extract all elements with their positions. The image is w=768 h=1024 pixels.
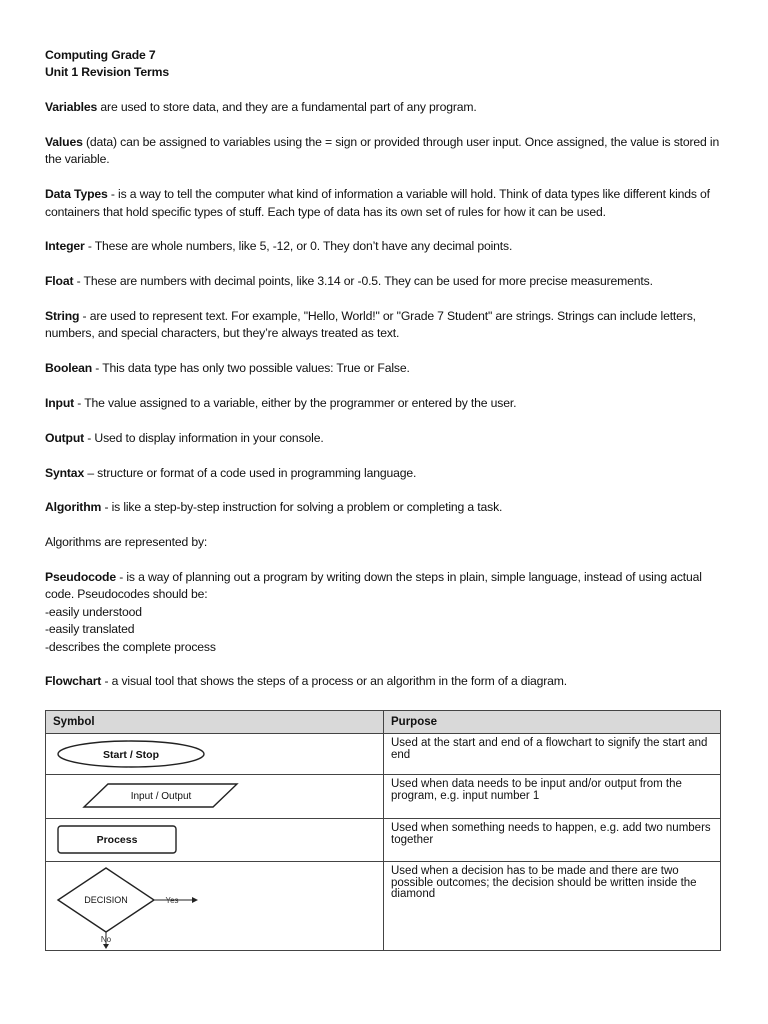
- symbol-column-header: Symbol: [46, 711, 384, 734]
- term-input: [45, 395, 725, 412]
- term-label: Algorithm: [45, 500, 102, 515]
- term-float: [45, 273, 725, 290]
- table-row: [46, 819, 721, 862]
- symbol-cell: [46, 819, 384, 862]
- term-label: Flowchart: [45, 674, 102, 689]
- term-syntax: [45, 465, 725, 482]
- term-label: Output: [45, 430, 85, 445]
- decision-symbol: [46, 862, 383, 950]
- table-row: [46, 734, 721, 775]
- symbol-cell: [46, 775, 384, 819]
- term-label: Syntax: [45, 465, 85, 480]
- term-output: [45, 430, 725, 447]
- document-title: [45, 47, 725, 82]
- term-boolean: [45, 360, 725, 377]
- decision-label: DECISION: [84, 895, 128, 905]
- term-definition: - The value assigned to a variable, either by the programmer or entered by the user.: [74, 396, 517, 410]
- term-label: Values: [45, 135, 83, 149]
- table-row: [46, 775, 721, 819]
- term-label: Input: [45, 396, 75, 410]
- symbol-cell: [46, 862, 384, 951]
- term-label: Integer: [45, 239, 85, 254]
- process-label: Process: [96, 834, 138, 846]
- title-unit: Unit 1 Revision Terms: [45, 65, 169, 80]
- input-output-symbol: [46, 775, 383, 818]
- term-string: [45, 308, 725, 343]
- term-flowchart: [45, 673, 725, 690]
- algorithms-intro: Algorithms are represented by:: [45, 535, 208, 550]
- purpose-column-header: Purpose: [384, 711, 721, 734]
- term-definition: - These are numbers with decimal points, like 3.14 or -0.5. They can be used for more precise measurements.: [73, 274, 653, 289]
- yes-arrow-head: [192, 897, 198, 903]
- table-header-row: [46, 711, 721, 734]
- term-label: Float: [45, 274, 74, 289]
- term-pseudocode: [45, 569, 725, 656]
- no-label: No: [100, 935, 112, 944]
- terminator-label: Start / Stop: [102, 749, 160, 761]
- term-data-types: [45, 186, 725, 221]
- term-label: Data Types: [45, 187, 108, 202]
- purpose-cell: Used at the start and end of a flowchart to signify the start and end: [384, 734, 721, 775]
- term-definition: (data) can be assigned to variables using the = sign or provided through user input. Once assigned, the value is stored in the variable.: [45, 135, 720, 167]
- yes-label: Yes: [165, 896, 179, 905]
- term-label: Pseudocode: [45, 569, 116, 584]
- term-values: [45, 134, 725, 169]
- no-arrow-head: [103, 944, 109, 949]
- terminator-symbol: [46, 734, 383, 774]
- process-symbol: [46, 819, 383, 861]
- table-row: [46, 862, 721, 951]
- pseudocode-bullet: -describes the complete process: [45, 639, 216, 654]
- term-definition: - is a way to tell the computer what kind of information a variable will hold. Think of data types like different kinds of containers that hold specific types of stuff. Each type of data has its own set of rules for how it can be used.: [45, 187, 710, 219]
- term-label: Boolean: [45, 361, 93, 376]
- term-definition: - These are whole numbers, like 5, -12, or 0. They don’t have any decimal points.: [84, 239, 513, 254]
- term-algorithm: [45, 499, 725, 516]
- term-definition: - is like a step-by-step instruction for solving a problem or completing a task.: [101, 500, 503, 515]
- term-definition: - This data type has only two possible values: True or False.: [92, 361, 410, 376]
- title-course: Computing Grade 7: [45, 48, 156, 62]
- pseudocode-bullet: -easily understood: [45, 604, 142, 619]
- term-definition: - is a way of planning out a program by writing down the steps in plain, simple language, instead of using actual code. Pseudocodes should be:: [45, 569, 702, 602]
- term-integer: [45, 238, 725, 255]
- document-body: [45, 47, 725, 708]
- term-definition: - Used to display information in your console.: [84, 430, 324, 445]
- term-variables: [45, 99, 725, 116]
- symbol-cell: [46, 734, 384, 775]
- purpose-cell: Used when a decision has to be made and there are two possible outcomes; the decision should be written inside the diamond: [384, 862, 721, 951]
- term-definition: – structure or format of a code used in programming language.: [84, 465, 417, 480]
- term-definition: - a visual tool that shows the steps of a process or an algorithm in the form of a diagram.: [101, 674, 568, 689]
- flowchart-symbol-table: [45, 710, 721, 951]
- term-definition: - are used to represent text. For example, "Hello, World!" or "Grade 7 Student" are strings. Strings can include letters, numbers, and special characters, but they’re always treated as text.: [45, 309, 696, 341]
- purpose-cell: Used when data needs to be input and/or output from the program, e.g. input number 1: [384, 775, 721, 819]
- term-label: Variables: [45, 100, 98, 115]
- term-definition: are used to store data, and they are a fundamental part of any program.: [97, 100, 477, 115]
- term-label: String: [45, 309, 80, 323]
- purpose-cell: Used when something needs to happen, e.g. add two numbers together: [384, 819, 721, 862]
- input-output-label: Input / Output: [130, 791, 192, 802]
- pseudocode-bullet: -easily translated: [45, 622, 135, 637]
